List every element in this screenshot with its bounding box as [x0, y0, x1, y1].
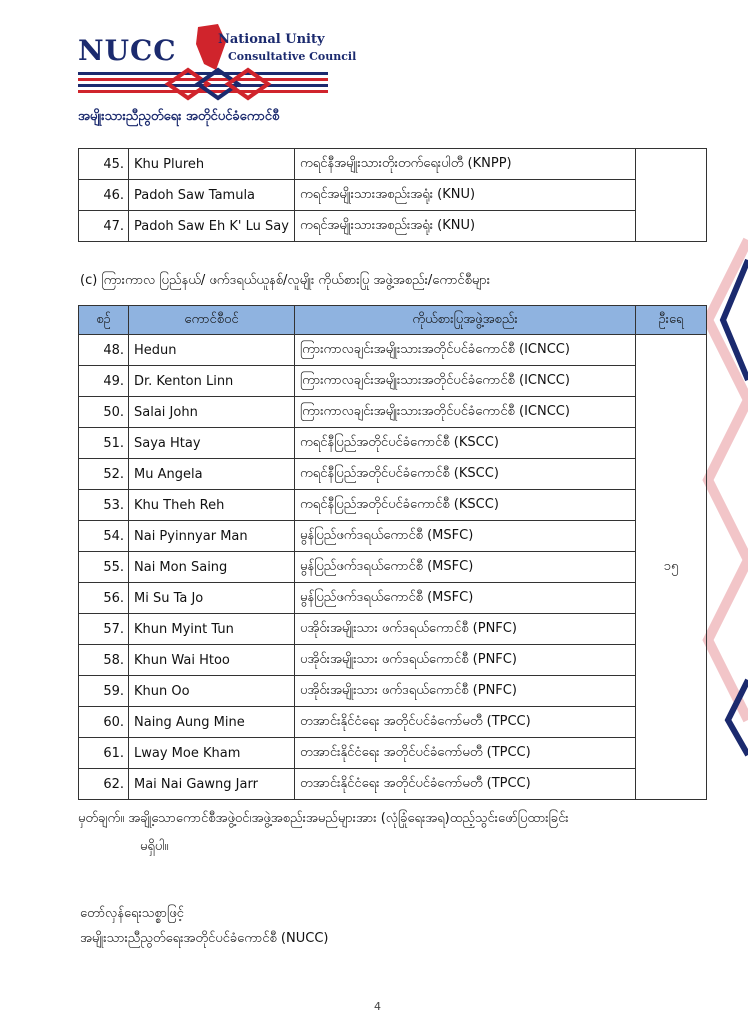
table-row	[79, 583, 707, 614]
table-row	[79, 707, 707, 738]
table-row	[79, 211, 707, 242]
logo-subtitle-line1: National Unity	[218, 32, 325, 47]
table-row	[79, 552, 707, 583]
row-number: 61.	[79, 738, 129, 769]
logo-acronym: NUCC	[78, 34, 177, 67]
header-organization: ကိုယ်စားပြုအဖွဲ့အစည်း	[295, 306, 636, 335]
member-organization: မွန်ပြည်ဖက်ဒရယ်ကောင်စီ (MSFC)	[295, 583, 636, 614]
count-cell-empty	[636, 149, 707, 242]
member-organization: ကရင်နီပြည်အတိုင်ပင်ခံကောင်စီ (KSCC)	[295, 428, 636, 459]
members-table-continued	[78, 148, 707, 242]
signature-line-1: တော်လှန်ရေးသစ္စာဖြင့်	[80, 906, 184, 921]
member-organization: ကရင်အမျိုးသားအစည်းအရုံး (KNU)	[295, 180, 636, 211]
table-row	[79, 180, 707, 211]
member-name: Nai Mon Saing	[129, 552, 295, 583]
members-table	[78, 305, 707, 800]
header-number: စဉ်	[79, 306, 129, 335]
member-name: Mi Su Ta Jo	[129, 583, 295, 614]
member-organization: ကြားကာလချင်းအမျိုးသားအတိုင်ပင်ခံကောင်စီ (ICNCC)	[295, 335, 636, 366]
row-number: 50.	[79, 397, 129, 428]
member-name: Padoh Saw Eh K' Lu Say	[129, 211, 295, 242]
member-organization: မွန်ပြည်ဖက်ဒရယ်ကောင်စီ (MSFC)	[295, 552, 636, 583]
member-name: Hedun	[129, 335, 295, 366]
table-row	[79, 366, 707, 397]
table-row	[79, 521, 707, 552]
member-name: Khu Plureh	[129, 149, 295, 180]
row-number: 51.	[79, 428, 129, 459]
member-organization: ကရင်နီပြည်အတိုင်ပင်ခံကောင်စီ (KSCC)	[295, 459, 636, 490]
member-organization: တအာင်းနိုင်ငံရေး အတိုင်ပင်ခံကော်မတီ (TPCC)	[295, 738, 636, 769]
row-number: 53.	[79, 490, 129, 521]
member-name: Lway Moe Kham	[129, 738, 295, 769]
member-name: Khun Myint Tun	[129, 614, 295, 645]
row-number: 55.	[79, 552, 129, 583]
page-number: 4	[374, 1000, 381, 1013]
header-count: ဦးရေ	[636, 306, 707, 335]
member-name: Khun Wai Htoo	[129, 645, 295, 676]
member-name: Mai Nai Gawng Jarr	[129, 769, 295, 800]
logo-subtitle-line2: Consultative Council	[228, 50, 357, 63]
member-name: Naing Aung Mine	[129, 707, 295, 738]
member-name: Salai John	[129, 397, 295, 428]
row-number: 46.	[79, 180, 129, 211]
table-row	[79, 490, 707, 521]
member-organization: တအာင်းနိုင်ငံရေး အတိုင်ပင်ခံကော်မတီ (TPCC)	[295, 707, 636, 738]
note-line-1: မှတ်ချက်။ အချို့သောကောင်စီအဖွဲ့ဝင်၊အဖွဲ့အစည်းအမည်များအား (လုံခြုံရေးအရ)ထည့်သွင်းဖော်ပြထားခြင်း	[78, 811, 569, 826]
member-organization: မွန်ပြည်ဖက်ဒရယ်ကောင်စီ (MSFC)	[295, 521, 636, 552]
row-number: 47.	[79, 211, 129, 242]
table-row	[79, 676, 707, 707]
header-member: ကောင်စီဝင်	[129, 306, 295, 335]
member-organization: ပအိုဝ်းအမျိုးသား ဖက်ဒရယ်ကောင်စီ (PNFC)	[295, 645, 636, 676]
logo-myanmar-name: အမျိုးသားညီညွတ်ရေး အတိုင်ပင်ခံကောင်စီ	[78, 109, 280, 124]
row-number: 45.	[79, 149, 129, 180]
row-number: 52.	[79, 459, 129, 490]
member-organization: ပအိုဝ်းအမျိုးသား ဖက်ဒရယ်ကောင်စီ (PNFC)	[295, 614, 636, 645]
row-number: 56.	[79, 583, 129, 614]
table-row	[79, 335, 707, 366]
row-number: 54.	[79, 521, 129, 552]
member-count: ၁၅	[636, 335, 707, 800]
row-number: 49.	[79, 366, 129, 397]
row-number: 59.	[79, 676, 129, 707]
row-number: 62.	[79, 769, 129, 800]
table-row	[79, 397, 707, 428]
member-name: Dr. Kenton Linn	[129, 366, 295, 397]
note-line-2: မရှိပါ။	[140, 839, 169, 854]
row-number: 48.	[79, 335, 129, 366]
row-number: 58.	[79, 645, 129, 676]
table-row	[79, 149, 707, 180]
table-row	[79, 459, 707, 490]
row-number: 57.	[79, 614, 129, 645]
table-row	[79, 769, 707, 800]
member-name: Nai Pyinnyar Man	[129, 521, 295, 552]
table-row	[79, 614, 707, 645]
member-organization: တအာင်းနိုင်ငံရေး အတိုင်ပင်ခံကော်မတီ (TPCC)	[295, 769, 636, 800]
member-name: Saya Htay	[129, 428, 295, 459]
table-header-row	[79, 306, 707, 335]
nucc-logo	[78, 22, 378, 132]
table-row	[79, 645, 707, 676]
member-name: Khu Theh Reh	[129, 490, 295, 521]
table-row	[79, 738, 707, 769]
member-organization: ကရင်နီပြည်အတိုင်ပင်ခံကောင်စီ (KSCC)	[295, 490, 636, 521]
row-number: 60.	[79, 707, 129, 738]
member-organization: ကြားကာလချင်းအမျိုးသားအတိုင်ပင်ခံကောင်စီ (ICNCC)	[295, 366, 636, 397]
member-organization: ကရင်အမျိုးသားအစည်းအရုံး (KNU)	[295, 211, 636, 242]
member-organization: ပအိုဝ်းအမျိုးသား ဖက်ဒရယ်ကောင်စီ (PNFC)	[295, 676, 636, 707]
signature-line-2: အမျိုးသားညီညွတ်ရေးအတိုင်ပင်ခံကောင်စီ (NUCC)	[80, 931, 329, 946]
member-organization: ကရင်နီအမျိုးသားတိုးတက်ရေးပါတီ (KNPP)	[295, 149, 636, 180]
member-name: Mu Angela	[129, 459, 295, 490]
section-title: (c) ကြားကာလ ပြည်နယ်/ ဖက်ဒရယ်ယူနစ်/လူမျိုး ကိုယ်စားပြု အဖွဲ့အစည်း/ကောင်စီများ	[80, 273, 491, 288]
table-row	[79, 428, 707, 459]
member-organization: ကြားကာလချင်းအမျိုးသားအတိုင်ပင်ခံကောင်စီ (ICNCC)	[295, 397, 636, 428]
member-name: Padoh Saw Tamula	[129, 180, 295, 211]
member-name: Khun Oo	[129, 676, 295, 707]
